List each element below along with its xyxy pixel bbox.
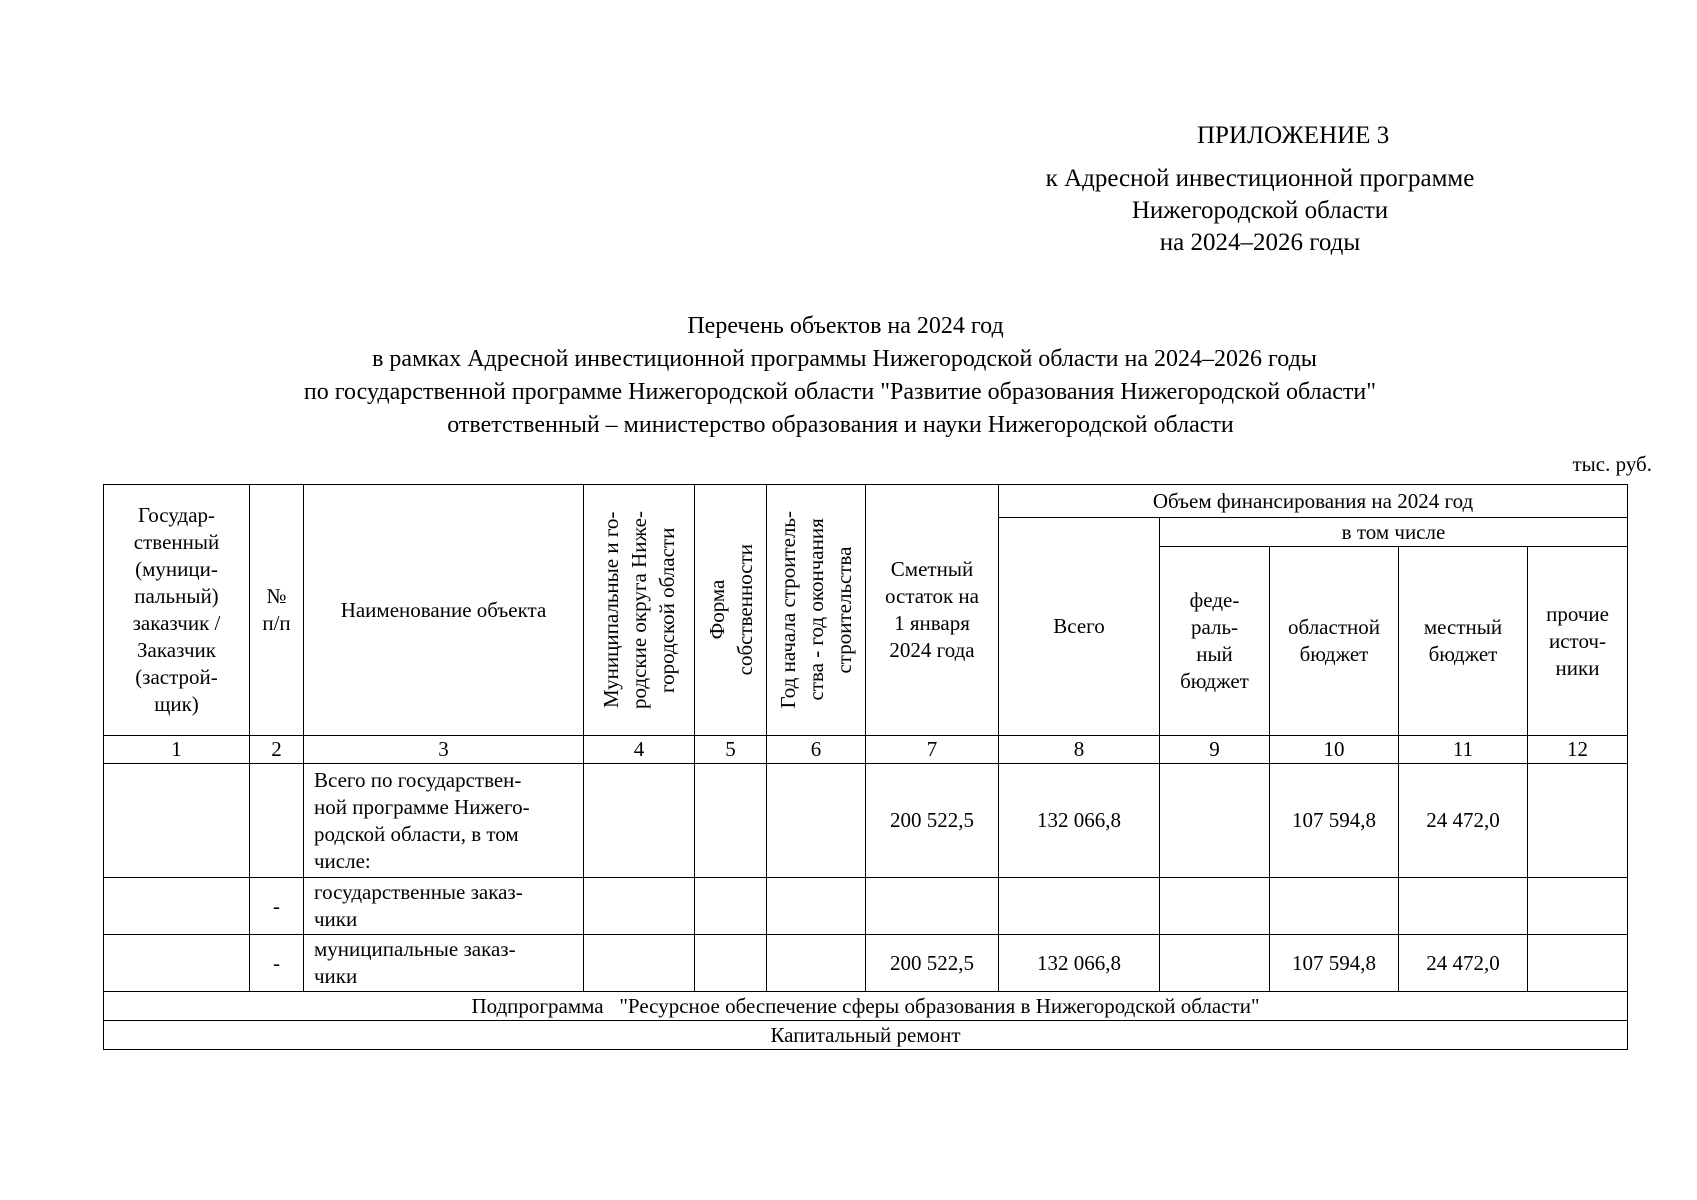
cell-other	[1528, 764, 1628, 878]
header-years: Год начала строитель- ства - год окончания строительства	[767, 485, 866, 736]
cell-regional: 107 594,8	[1270, 935, 1399, 992]
heading-line: в рамках Адресной инвестиционной программы Нижегородской области на 2024–2026 годы	[372, 346, 1317, 372]
header-balance: Сметный остаток на 1 января 2024 года	[866, 485, 999, 736]
cell-regional	[1270, 878, 1399, 935]
appendix-title: ПРИЛОЖЕНИЕ 3	[1197, 122, 1390, 149]
column-number: 5	[695, 736, 767, 764]
column-number: 11	[1399, 736, 1528, 764]
heading-line: по государственной программе Нижегородской области "Развитие образования Нижегородской области"	[303, 379, 1377, 405]
cell-years	[767, 764, 866, 878]
column-number: 8	[999, 736, 1160, 764]
header-number: № п/п	[250, 485, 304, 736]
column-number: 6	[767, 736, 866, 764]
appendix-line: Нижегородской области	[1131, 197, 1389, 224]
column-number: 2	[250, 736, 304, 764]
cell-customer	[104, 878, 250, 935]
appendix-line: на 2024–2026 годы	[1159, 229, 1361, 256]
header-other: прочие источ- ники	[1528, 547, 1628, 736]
heading-line: ответственный – министерство образования и науки Нижегородской области	[447, 412, 1234, 438]
cell-balance	[866, 878, 999, 935]
appendix-block	[1000, 120, 1600, 259]
column-number: 4	[584, 736, 695, 764]
cell-number: -	[250, 878, 304, 935]
column-number: 10	[1270, 736, 1399, 764]
cell-local	[1399, 878, 1528, 935]
column-number: 1	[104, 736, 250, 764]
header-name: Наименование объекта	[304, 485, 584, 736]
header-ownership: Форма собственности	[695, 485, 767, 736]
subprogram-row: Подпрограмма "Ресурсное обеспечение сферы образования в Нижегородской области"	[104, 992, 1628, 1021]
units-label: тыс. руб.	[1572, 452, 1652, 476]
appendix-line: к Адресной инвестиционной программе	[1045, 165, 1475, 192]
cell-name: Всего по государствен- ной программе Нижего- родской области, в том числе:	[304, 764, 584, 878]
cell-years	[767, 878, 866, 935]
cell-number: -	[250, 935, 304, 992]
cell-customer	[104, 935, 250, 992]
objects-table	[103, 484, 1628, 1050]
cell-total: 132 066,8	[999, 764, 1160, 878]
column-number: 7	[866, 736, 999, 764]
table-row	[104, 935, 1628, 992]
header-total: Всего	[999, 518, 1160, 736]
cell-local: 24 472,0	[1399, 764, 1528, 878]
cell-ownership	[695, 764, 767, 878]
cell-years	[767, 935, 866, 992]
cell-total	[999, 878, 1160, 935]
cell-local: 24 472,0	[1399, 935, 1528, 992]
header-including: в том числе	[1160, 518, 1628, 547]
cell-regional: 107 594,8	[1270, 764, 1399, 878]
cell-other	[1528, 935, 1628, 992]
cell-total: 132 066,8	[999, 935, 1160, 992]
header-financing: Объем финансирования на 2024 год	[999, 485, 1628, 518]
column-number-row	[104, 736, 1628, 764]
document-heading	[0, 310, 1697, 442]
heading-line: Перечень объектов на 2024 год	[687, 313, 1004, 339]
cell-ownership	[695, 878, 767, 935]
header-municipal: Муниципальные и го- родские округа Ниже- городской области	[584, 485, 695, 736]
column-number: 3	[304, 736, 584, 764]
cell-balance: 200 522,5	[866, 935, 999, 992]
cell-municipal	[584, 935, 695, 992]
cell-name: государственные заказ- чики	[304, 878, 584, 935]
table-row	[104, 764, 1628, 878]
section-row: Капитальный ремонт	[104, 1021, 1628, 1050]
column-number: 9	[1160, 736, 1270, 764]
cell-name: муниципальные заказ- чики	[304, 935, 584, 992]
cell-federal	[1160, 878, 1270, 935]
column-number: 12	[1528, 736, 1628, 764]
table-row	[104, 878, 1628, 935]
cell-municipal	[584, 764, 695, 878]
cell-ownership	[695, 935, 767, 992]
cell-federal	[1160, 935, 1270, 992]
header-regional: областной бюджет	[1270, 547, 1399, 736]
cell-federal	[1160, 764, 1270, 878]
cell-customer	[104, 764, 250, 878]
header-local: местный бюджет	[1399, 547, 1528, 736]
header-federal: феде- раль- ный бюджет	[1160, 547, 1270, 736]
cell-municipal	[584, 878, 695, 935]
cell-number	[250, 764, 304, 878]
header-customer: Государ- ственный (муници- пальный) заказчик / Заказчик (застрой- щик)	[104, 485, 250, 736]
appendix-subtitle	[1000, 163, 1520, 259]
cell-balance: 200 522,5	[866, 764, 999, 878]
cell-other	[1528, 878, 1628, 935]
